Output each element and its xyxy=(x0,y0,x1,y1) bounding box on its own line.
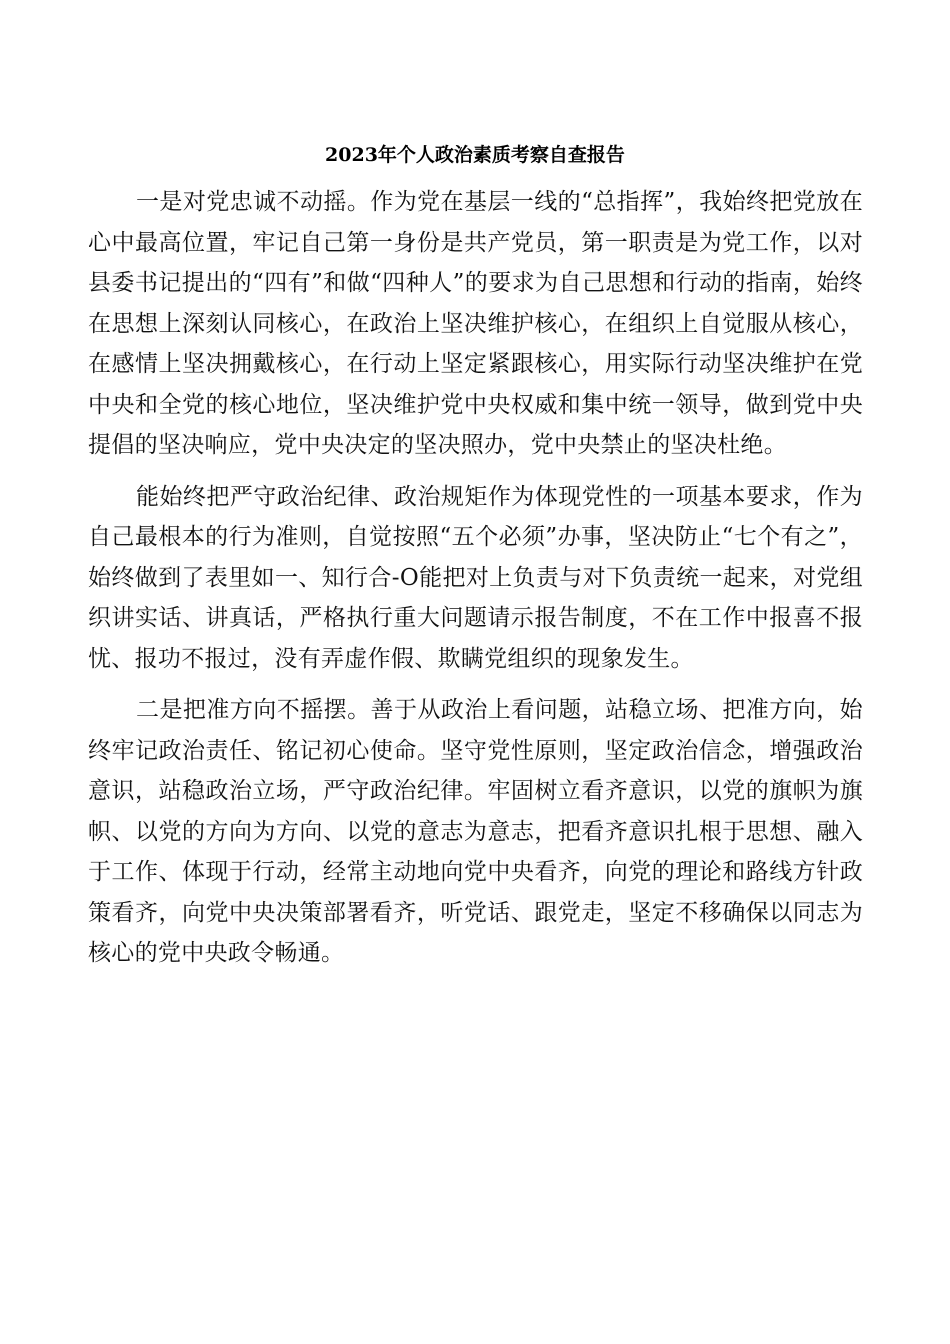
document-title: 2023年个人政治素质考察自查报告 xyxy=(325,144,625,166)
paragraph-1: 一是对党忠诚不动摇。作为党在基层一线的“总指挥”，我始终把党放在心中最高位置，牢记自己第一身份是共产党员，第一职责是为党工作，以对县委书记提出的“四有”和做“四种人”的要求为自己思想和行动的指南，始终在思想上深刻认同核心，在政治上坚决维护核心，在组织上自觉服从核心，在感情上坚决拥戴核心，在行动上坚定紧跟核心，用实际行动坚决维护在党中央和全党的核心地位，坚决维护党中央权威和集中统一领导，做到党中央提倡的坚决响应，党中央决定的坚决照办，党中央禁止的坚决杜绝。 xyxy=(88,189,863,458)
paragraph-2: 能始终把严守政治纪律、政治规矩作为体现党性的一项基本要求，作为自己最根本的行为准则，自觉按照“五个必须”办事，坚决防止“七个有之”，始终做到了表里如一、知行合-O能把对上负责与对下负责统一起来，对党组织讲实话、讲真话，严格执行重大问题请示报告制度，不在工作中报喜不报忧、报功不报过，没有弄虚作假、欺瞒党组织的现象发生。 xyxy=(88,483,863,672)
document-body xyxy=(88,182,863,985)
paragraph-3: 二是把准方向不摇摆。善于从政治上看问题，站稳立场、把准方向，始终牢记政治责任、铭记初心使命。坚守党性原则，坚定政治信念，增强政治意识，站稳政治立场，严守政治纪律。牢固树立看齐意识，以党的旗帜为旗帜、以党的方向为方向、以党的意志为意志，把看齐意识扎根于思想、融入于工作、体现于行动，经常主动地向党中央看齐，向党的理论和路线方针政策看齐，向党中央决策部署看齐，听党话、跟党走，坚定不移确保以同志为核心的党中央政令畅通。 xyxy=(88,697,863,966)
